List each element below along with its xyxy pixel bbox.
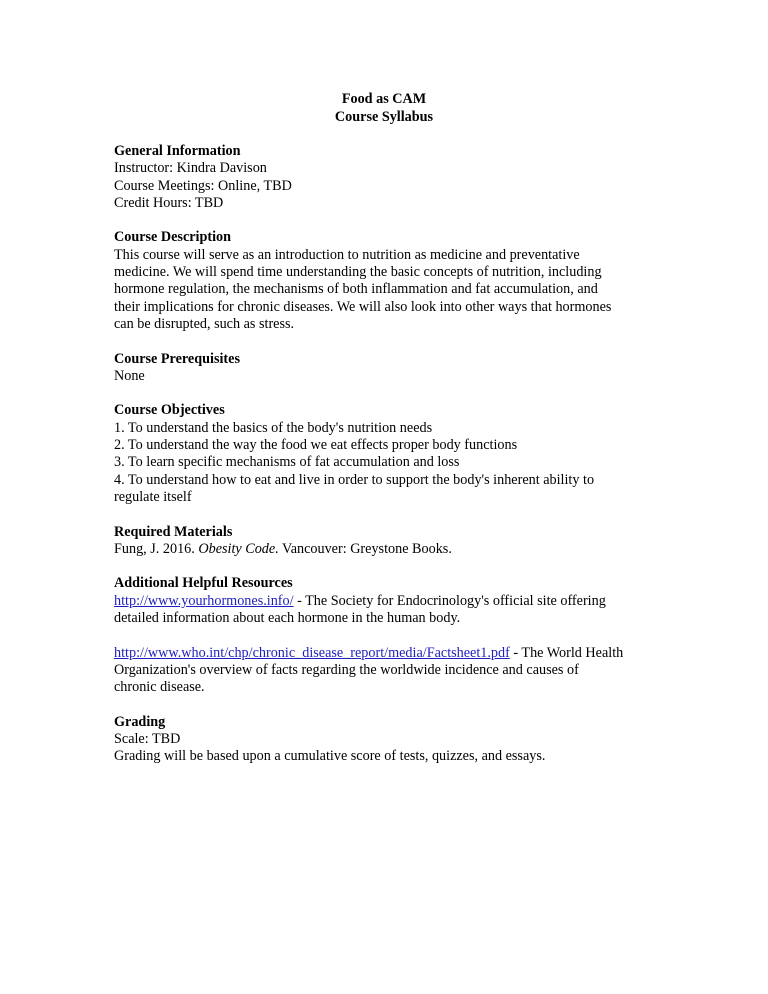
- required-materials-section: [114, 524, 674, 559]
- document-body: [114, 143, 674, 783]
- grading-basis-line: Grading will be based upon a cumulative score of tests, quizzes, and essays.: [114, 748, 546, 765]
- document-title: Food as CAM: [341, 91, 427, 107]
- resource-line: detailed information about each hormone in the human body.: [114, 610, 461, 627]
- credit-hours-line: Credit Hours: TBD: [114, 194, 224, 211]
- additional-resources-section: [114, 575, 674, 696]
- objective-line: 2. To understand the way the food we eat effects proper body functions: [114, 437, 518, 454]
- objective-line: regulate itself: [114, 488, 192, 505]
- resource-item: [114, 593, 674, 628]
- resource-description: - The World Health: [509, 644, 624, 661]
- course-objectives-section: [114, 402, 674, 506]
- paragraph-line: medicine. We will spend time understanding the basic concepts of nutrition, including: [114, 264, 602, 281]
- instructor-line: Instructor: Kindra Davison: [114, 160, 267, 177]
- citation-suffix: Vancouver: Greystone Books.: [278, 540, 452, 557]
- section-heading: Grading: [114, 713, 166, 730]
- objective-line: 3. To learn specific mechanisms of fat accumulation and loss: [114, 454, 460, 471]
- course-prerequisites-section: [114, 351, 674, 386]
- citation-prefix: Fung, J. 2016.: [114, 540, 199, 557]
- resource-link[interactable]: http://www.yourhormones.info/: [114, 592, 294, 609]
- section-heading: Additional Helpful Resources: [114, 575, 293, 592]
- course-description-section: [114, 229, 674, 333]
- section-heading: Course Objectives: [114, 402, 225, 419]
- section-heading: Course Description: [114, 229, 232, 246]
- resource-link[interactable]: http://www.who.int/chp/chronic_disease_report/media/Factsheet1.pdf: [114, 644, 510, 661]
- section-heading: Course Prerequisites: [114, 350, 240, 367]
- citation-book-title: Obesity Code.: [198, 540, 279, 557]
- resource-first-line: [114, 593, 674, 610]
- paragraph-line: their implications for chronic diseases. We will also look into other ways that hormones: [114, 298, 612, 315]
- document-subtitle: Course Syllabus: [334, 108, 434, 125]
- resource-line: Organization's overview of facts regarding the worldwide incidence and causes of: [114, 661, 579, 678]
- objective-line: 4. To understand how to eat and live in order to support the body's inherent ability to: [114, 471, 595, 488]
- grading-scale-line: Scale: TBD: [114, 731, 181, 748]
- resource-item: [114, 645, 674, 697]
- grading-section: [114, 714, 674, 766]
- paragraph-line: This course will serve as an introduction to nutrition as medicine and preventative: [114, 246, 580, 263]
- section-heading: Required Materials: [114, 523, 233, 540]
- objective-line: 1. To understand the basics of the body's nutrition needs: [114, 419, 433, 436]
- resource-line: chronic disease.: [114, 679, 205, 696]
- paragraph-line: can be disrupted, such as stress.: [114, 315, 295, 332]
- resource-description: - The Society for Endocrinology's official site offering: [293, 592, 606, 609]
- resource-first-line: [114, 645, 674, 662]
- citation-line: [114, 541, 674, 558]
- document-header: [0, 91, 768, 126]
- prerequisites-value: None: [114, 367, 145, 384]
- paragraph-line: hormone regulation, the mechanisms of both inflammation and fat accumulation, and: [114, 281, 598, 298]
- general-information-section: [114, 143, 674, 212]
- section-heading: General Information: [114, 143, 241, 159]
- meetings-line: Course Meetings: Online, TBD: [114, 177, 292, 194]
